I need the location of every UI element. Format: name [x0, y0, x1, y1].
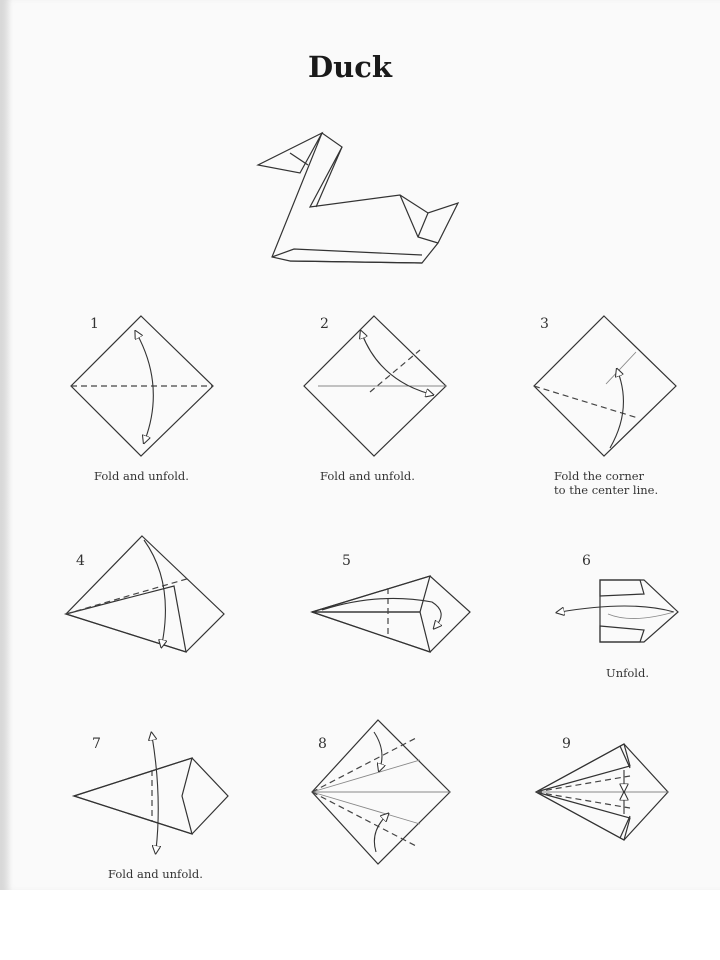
unfold-arrow [560, 606, 674, 612]
step-7-number: 7 [92, 736, 101, 752]
step-8-number: 8 [318, 736, 327, 752]
step-6-number: 6 [582, 553, 591, 569]
step-9-number: 9 [562, 736, 571, 752]
step-4-diagram [62, 532, 232, 662]
crease-top [312, 760, 420, 792]
folded-flap-bottom [600, 626, 644, 642]
folded-flap-top [312, 576, 430, 612]
step-4-number: 4 [76, 553, 85, 569]
step-2-caption: Fold and unfold. [320, 469, 415, 483]
folded-flap [74, 758, 192, 834]
folded-flap-bottom [312, 612, 430, 652]
folded-flap-bottom [536, 792, 630, 840]
step-3-caption: Fold the corner to the center line. [554, 469, 659, 497]
fold-line-top [312, 738, 416, 792]
page-edge-shadow [0, 0, 12, 890]
step-1-diagram [65, 310, 225, 460]
fold-arrow [362, 334, 430, 394]
fold-line-bottom [312, 792, 416, 846]
folded-flap-top [600, 580, 644, 596]
fold-arrow-top [374, 732, 382, 768]
fold-arrow-bottom [374, 816, 386, 852]
page-title: Duck [308, 50, 392, 84]
duck-figure [258, 133, 458, 263]
step-7-caption: Fold and unfold. [108, 867, 203, 881]
step-7-diagram [70, 728, 240, 858]
step-5-diagram [308, 572, 478, 662]
fold-arrow [137, 334, 153, 440]
step-9-diagram [532, 736, 682, 848]
step-3-number: 3 [540, 316, 549, 332]
step-6-caption: Unfold. [606, 666, 649, 680]
step-1-number: 1 [90, 316, 99, 332]
step-3-diagram [528, 310, 688, 460]
fold-arrow [152, 736, 158, 850]
crease-curve [608, 612, 674, 619]
folded-flap-top [536, 744, 630, 792]
paper-kite [74, 758, 228, 834]
center-crease [606, 352, 636, 384]
step-1-caption: Fold and unfold. [94, 469, 189, 483]
step-8-diagram [308, 716, 468, 866]
crease-bottom [312, 792, 420, 824]
step-5-number: 5 [342, 553, 351, 569]
finished-duck-diagram [250, 125, 465, 270]
step-2-diagram [298, 310, 458, 460]
step-2-number: 2 [320, 316, 329, 332]
paper-square [534, 316, 676, 456]
paper-shape [600, 580, 678, 642]
step-6-diagram [552, 574, 682, 646]
